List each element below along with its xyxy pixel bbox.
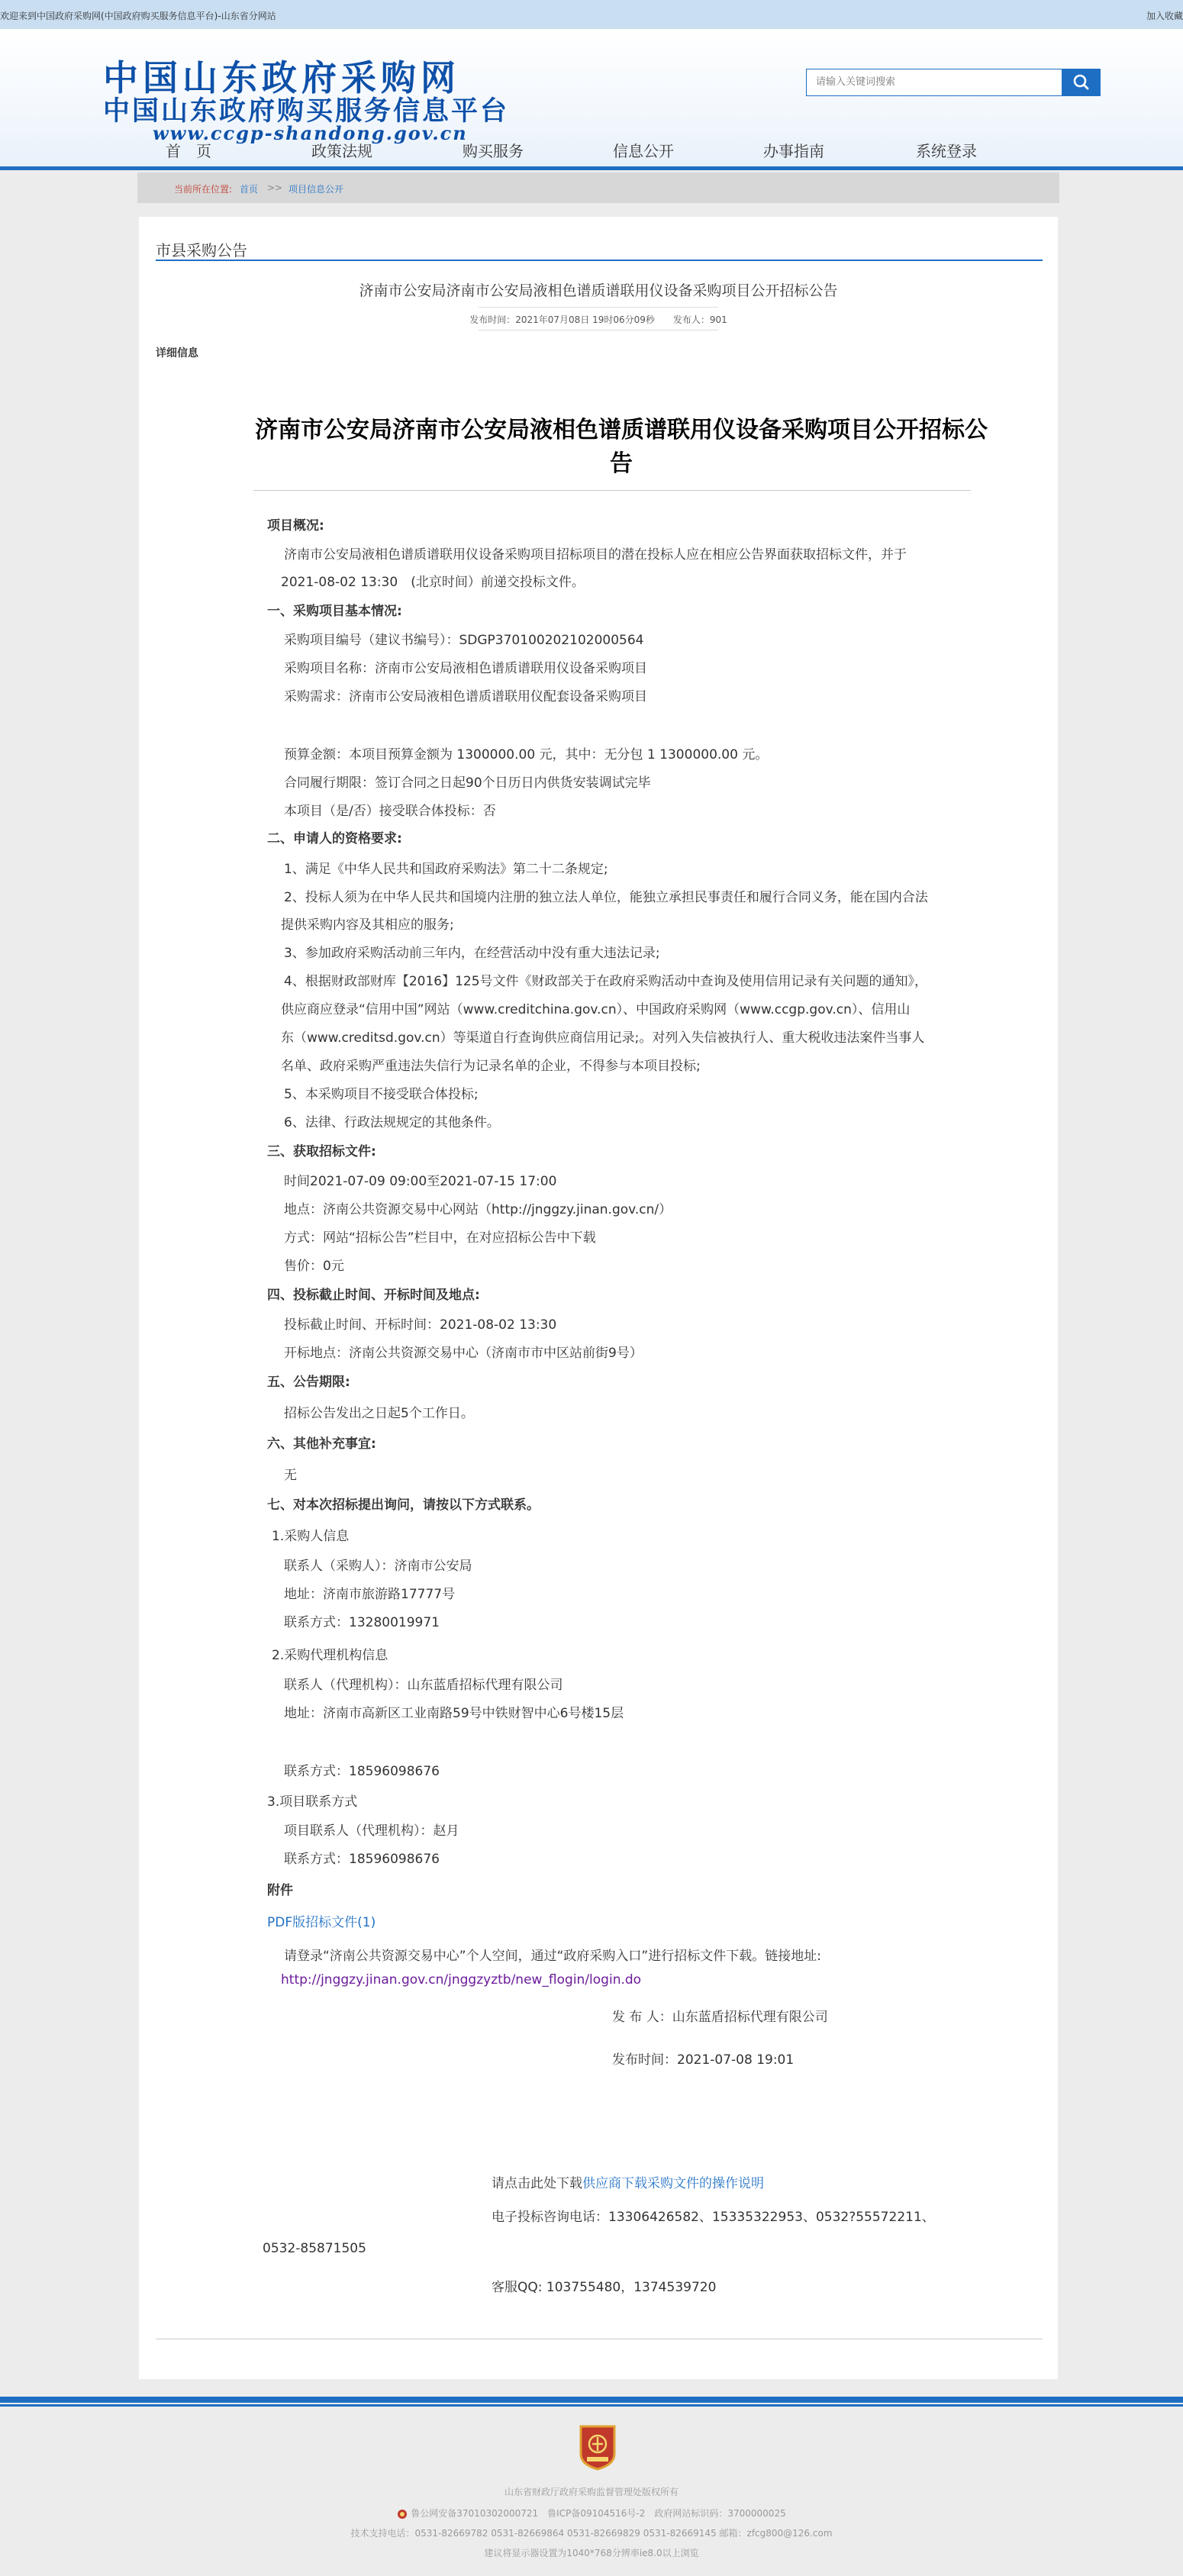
emblem-icon xyxy=(578,2423,617,2471)
section1-heading: 一、采购项目基本情况: xyxy=(267,604,402,619)
bid-open-place: 开标地点：济南公共资源交易中心（济南市市中区站前街9号） xyxy=(284,1346,643,1361)
agency-phone: 联系方式：18596098676 xyxy=(284,1764,440,1779)
police-badge-icon xyxy=(397,2509,408,2520)
login-note: 请登录“济南公共资源交易中心”个人空间，通过“政府采购入口”进行招标文件下载。链接地址: xyxy=(284,1949,821,1964)
consult-phone: 电子投标咨询电话：13306426582、15335322953、0532?55572211、 xyxy=(492,2210,935,2225)
requirement-2b: 提供采购内容及其相应的服务; xyxy=(281,917,454,933)
main-nav xyxy=(0,136,1183,166)
bid-deadline: 投标截止时间、开标时间：2021-08-02 13:30 xyxy=(284,1317,557,1333)
section-divider xyxy=(156,260,1043,261)
requirement-3: 3、参加政府采购活动前三年内，在经营活动中没有重大违法记录; xyxy=(284,946,660,961)
overview-text-1: 济南市公安局液相色谱质谱联用仪设备采购项目招标项目的潜在投标人应在相应公告界面获取招标文件，并于 xyxy=(284,547,907,563)
doc-price: 售价：0元 xyxy=(284,1259,344,1274)
notice-subtitle: 济南市公安局济南市公安局液相色谱质谱联用仪设备采购项目公开招标公告 xyxy=(359,282,838,299)
requirement-4d: 名单、政府采购严重违法失信行为记录名单的企业，不得参与本项目投标; xyxy=(281,1059,701,1074)
requirement-4a: 4、根据财政部财库【2016】125号文件《财政部关于在政府采购活动中查询及使用信用记录有关问题的通知》， xyxy=(284,974,928,989)
add-favorite-link[interactable]: 加入收藏 xyxy=(1146,11,1183,21)
requirement-5: 5、本采购项目不接受联合体投标; xyxy=(284,1087,479,1102)
consortium-bid: 本项目（是/否）接受联合体投标：否 xyxy=(284,804,496,819)
agency-info-heading: 2.采购代理机构信息 xyxy=(272,1648,388,1663)
purchaser-phone: 联系方式：13280019971 xyxy=(284,1615,440,1630)
footer-icp-text: 鲁公网安备37010302000721 鲁ICP备09104516号-2 政府网站标识码：3700000025 xyxy=(411,2508,786,2519)
overview-text-2: 2021-08-02 13:30 (北京时间）前递交投标文件。 xyxy=(281,575,585,590)
nav-login[interactable]: 系统登录 xyxy=(916,142,977,160)
breadcrumb-separator: >> xyxy=(267,182,283,193)
site-logo-subtitle: 中国山东政府购买服务信息平台 xyxy=(103,95,510,127)
footer-support: 技术支持电话：0531-82669782 0531-82669864 0531-82669829 0531-82669145 邮箱：zfcg800@126.com xyxy=(350,2528,833,2539)
breadcrumb-current[interactable]: 项目信息公开 xyxy=(288,184,344,195)
search-box xyxy=(806,69,1062,96)
consult-phone-cont: 0532-85871505 xyxy=(263,2241,366,2256)
nav-guide[interactable]: 办事指南 xyxy=(763,142,824,160)
nav-policy[interactable]: 政策法规 xyxy=(311,142,372,160)
footer-browser-note: 建议将显示器设置为1040*768分辨率ie8.0以上浏览 xyxy=(484,2548,699,2558)
project-demand: 采购需求：济南市公安局液相色谱质谱联用仪配套设备采购项目 xyxy=(284,689,647,704)
footer-copyright: 山东省财政厅政府采购监督管理处版权所有 xyxy=(504,2487,679,2497)
requirement-2a: 2、投标人须为在中华人民共和国境内注册的独立法人单位，能独立承担民事责任和履行合同义务，能在国内合法 xyxy=(284,890,928,905)
notice-title: 济南市公安局济南市公安局液相色谱质谱联用仪设备采购项目公开招标公告 xyxy=(255,417,988,477)
requirement-4c: 东（www.creditsd.gov.cn）等渠道自行查询供应商信用记录;。对列入失信被执行人、重大税收违法案件当事人 xyxy=(281,1030,925,1046)
breadcrumb xyxy=(137,172,1059,203)
breadcrumb-home[interactable]: 首页 xyxy=(240,184,259,195)
other-matters: 无 xyxy=(284,1468,297,1483)
requirement-6: 6、法律、行政法规规定的其他条件。 xyxy=(284,1115,500,1130)
doc-method: 方式：网站“招标公告”栏目中，在对应招标公告中下载 xyxy=(284,1230,596,1246)
section7-heading: 七、对本次招标提出询问，请按以下方式联系。 xyxy=(267,1498,540,1513)
footer-stripe xyxy=(0,2397,1183,2403)
nav-purchase-service[interactable]: 购买服务 xyxy=(463,142,524,160)
nav-divider xyxy=(0,166,1183,170)
contract-period: 合同履行期限：签订合同之日起90个日历日内供货安装调试完毕 xyxy=(284,775,651,791)
purchaser-contact: 联系人（采购人）：济南市公安局 xyxy=(284,1559,472,1574)
project-number: 采购项目编号（建议书编号）：SDGP370100202102000564 xyxy=(284,633,644,648)
top-bar xyxy=(0,0,1183,29)
section-title: 市县采购公告 xyxy=(156,241,247,260)
section6-heading: 六、其他补充事宜: xyxy=(267,1436,376,1452)
welcome-text: 欢迎来到中国政府采购网(中国政府购买服务信息平台)-山东省分网站 xyxy=(0,11,276,21)
project-name: 采购项目名称：济南市公安局液相色谱质谱联用仪设备采购项目 xyxy=(284,661,647,676)
content-panel xyxy=(139,217,1058,2379)
customer-qq: 客服QQ: 103755480，1374539720 xyxy=(492,2280,717,2295)
download-guide-prefix: 请点击此处下载 xyxy=(492,2176,582,2191)
publish-time: 发布时间：2021-07-08 19:01 xyxy=(612,2052,795,2068)
nav-home[interactable]: 首 页 xyxy=(166,142,211,160)
search-input[interactable] xyxy=(807,69,1062,94)
search-icon xyxy=(1062,69,1101,96)
login-url-link[interactable]: http://jnggzy.jinan.gov.cn/jnggzyztb/new_flogin/login.do xyxy=(281,1972,642,1988)
project-contact-phone: 联系方式：18596098676 xyxy=(284,1852,440,1867)
meta-divider-top xyxy=(479,307,718,308)
download-guide xyxy=(492,2172,764,2191)
doc-place: 地点：济南公共资源交易中心网站（http://jnggzy.jinan.gov.cn/） xyxy=(284,1202,672,1217)
section2-heading: 二、申请人的资格要求: xyxy=(267,831,402,846)
purchaser-address: 地址：济南市旅游路17777号 xyxy=(284,1587,456,1602)
detail-label: 详细信息 xyxy=(156,347,198,359)
project-contact-heading: 3.项目联系方式 xyxy=(267,1794,358,1810)
agency-address: 地址：济南市高新区工业南路59号中铁财智中心6号楼15层 xyxy=(284,1706,624,1721)
section3-heading: 三、获取招标文件: xyxy=(267,1144,376,1159)
footer-icp xyxy=(0,2507,1183,2520)
title-divider xyxy=(253,490,971,491)
doc-time: 时间2021-07-09 09:00至2021-07-15 17:00 xyxy=(284,1174,557,1189)
budget-amount: 预算金额：本项目预算金额为 1300000.00 元，其中：无分包 1 1300000.00 元。 xyxy=(284,747,769,762)
overview-heading: 项目概况: xyxy=(267,518,324,534)
attachment-heading: 附件 xyxy=(267,1883,293,1898)
section5-heading: 五、公告期限: xyxy=(267,1375,350,1390)
footer-stripe-thin xyxy=(0,2404,1183,2407)
purchaser-info-heading: 1.采购人信息 xyxy=(272,1529,350,1544)
requirement-1: 1、满足《中华人民共和国政府采购法》第二十二条规定; xyxy=(284,862,608,877)
publisher: 发 布 人：山东蓝盾招标代理有限公司 xyxy=(612,2010,828,2025)
section4-heading: 四、投标截止时间、开标时间及地点: xyxy=(267,1288,480,1303)
agency-contact: 联系人（代理机构）：山东蓝盾招标代理有限公司 xyxy=(284,1678,563,1693)
site-logo-title[interactable]: 中国山东政府采购网 xyxy=(103,57,460,98)
breadcrumb-label: 当前所在位置: xyxy=(174,184,233,195)
project-contact-person: 项目联系人（代理机构）：赵月 xyxy=(284,1823,459,1839)
search-button[interactable] xyxy=(1062,69,1101,96)
site-logo-url: www.ccgp-shandong.gov.cn xyxy=(153,122,468,144)
publish-meta: 发布时间：2021年07月08日 19时06分09秒 发布人：901 xyxy=(469,314,727,325)
download-guide-link[interactable]: 供应商下载采购文件的操作说明 xyxy=(582,2176,764,2191)
requirement-4b: 供应商应登录“信用中国”网站（www.creditchina.gov.cn）、中国政府采购网（www.ccgp.gov.cn）、信用山 xyxy=(281,1002,911,1017)
notice-period: 招标公告发出之日起5个工作日。 xyxy=(284,1406,474,1421)
nav-info-public[interactable]: 信息公开 xyxy=(613,142,674,160)
attachment-pdf-link[interactable]: PDF版招标文件(1) xyxy=(267,1915,376,1930)
